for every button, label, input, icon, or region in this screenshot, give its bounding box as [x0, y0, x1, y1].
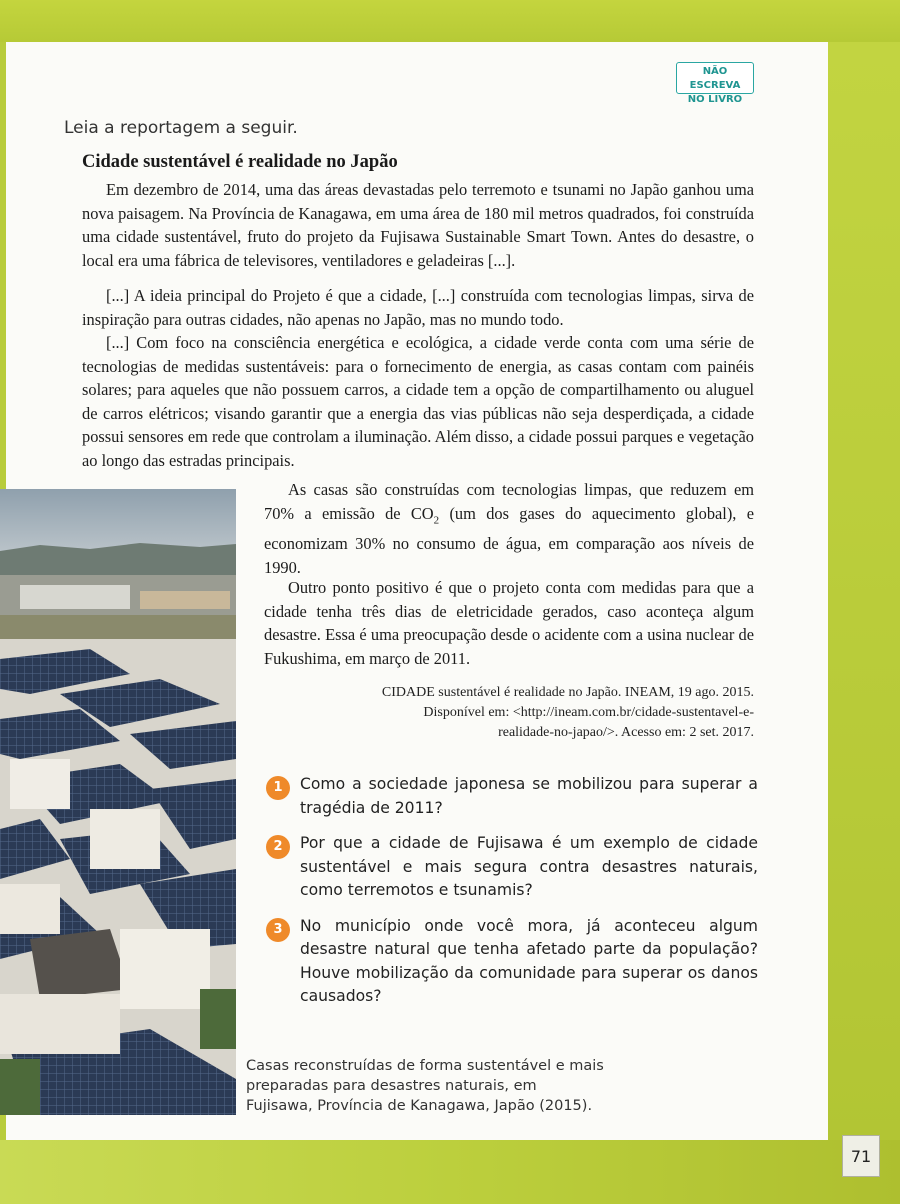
article-title: Cidade sustentável é realidade no Japão — [82, 152, 398, 172]
question-text: Por que a cidade de Fujisawa é um exemplo de cidade sustentável e mais segura contra desastres naturais, como terremotos e tsunamis? — [300, 834, 758, 899]
citation-line-1: CIDADE sustentável é realidade no Japão. INEAM, 19 ago. 2015. — [381, 685, 754, 700]
question-text: No município onde você mora, já aconteceu algum desastre natural que tenha afetado parte da população? Houve mobilização da comunidade para superar os danos causados? — [300, 916, 758, 1005]
solar-houses-photo — [0, 489, 236, 1115]
article-paragraph-3: [...] Com foco na consciência energética e ecológica, a cidade verde conta com uma série de tecnologias de medidas sustentáveis: para o fornecimento de energia, as casas contam com painéis solares; para aqueles que não possuem carros, a cidade tem a opção de compartilhamento ou aluguel de carros elétricos; visando garantir que a energia das vias públicas não seja desperdiçada, a cidade possui sensores em rede que controlam a iluminação. Além disso, a cidade possui parques e vegetação ao longo das estradas principais. — [82, 333, 754, 470]
article-paragraph-2: [...] A ideia principal do Projeto é que a cidade, [...] construída com tecnologias limpas, sirva de inspiração para outras cidades, não apenas no Japão, mas no mundo todo. — [82, 286, 754, 329]
intro-text: Leia a reportagem a seguir. — [64, 118, 298, 138]
right-green-band — [828, 42, 900, 1142]
question-number-badge: 2 — [266, 835, 290, 859]
p4-text-a: As casas são construídas com tecnologias limpas, que reduzem em 70% a emissão de CO — [264, 480, 754, 523]
question-number-badge: 3 — [266, 918, 290, 942]
questions-list — [266, 773, 758, 1021]
question-1 — [266, 773, 758, 820]
bottom-green-band — [0, 1140, 900, 1204]
stamp-line-2: NO LIVRO — [687, 94, 743, 105]
source-citation — [320, 683, 754, 743]
co2-subscript: 2 — [433, 513, 440, 526]
question-2 — [266, 832, 758, 903]
top-green-band — [0, 0, 900, 42]
article-paragraph-1: Em dezembro de 2014, uma das áreas devastadas pelo terremoto e tsunami no Japão ganhou uma nova paisagem. Na Província de Kanagawa, em uma área de 180 mil metros quadrados, foi construída uma cidade sustentável, fruto do projeto da Fujisawa Sustainable Smart Town. Antes do desastre, o local era uma fábrica de televisores, ventiladores e geladeiras [...]. — [82, 180, 754, 270]
page-number: 71 — [842, 1135, 880, 1177]
question-text: Como a sociedade japonesa se mobilizou para superar a tragédia de 2011? — [300, 775, 758, 817]
photo-caption: Casas reconstruídas de forma sustentável e mais preparadas para desastres naturais, em Fujisawa, Província de Kanagawa, Japão (2015). — [246, 1058, 604, 1114]
p4-text-b: (um dos gases do aquecimento global), e economizam 30% no consumo de água, em comparação aos níveis de 1990. — [264, 503, 754, 578]
question-3 — [266, 915, 758, 1009]
stamp-line-1: NÃO ESCREVA — [689, 66, 741, 91]
article-paragraph-4 — [264, 478, 754, 580]
do-not-write-stamp — [676, 62, 754, 105]
article-paragraph-5: Outro ponto positivo é que o projeto conta com medidas para que a cidade tenha três dias de eletricidade gerados, caso aconteça algum desastre. Essa é uma preocupação desde o acidente com a usina nuclear de Fukushima, em março de 2011. — [264, 578, 754, 668]
citation-line-3: realidade-no-japao/>. Acesso em: 2 set. 2017. — [498, 725, 754, 740]
question-number-badge: 1 — [266, 776, 290, 800]
citation-line-2: Disponível em: <http://ineam.com.br/cidade-sustentavel-e- — [423, 705, 754, 720]
